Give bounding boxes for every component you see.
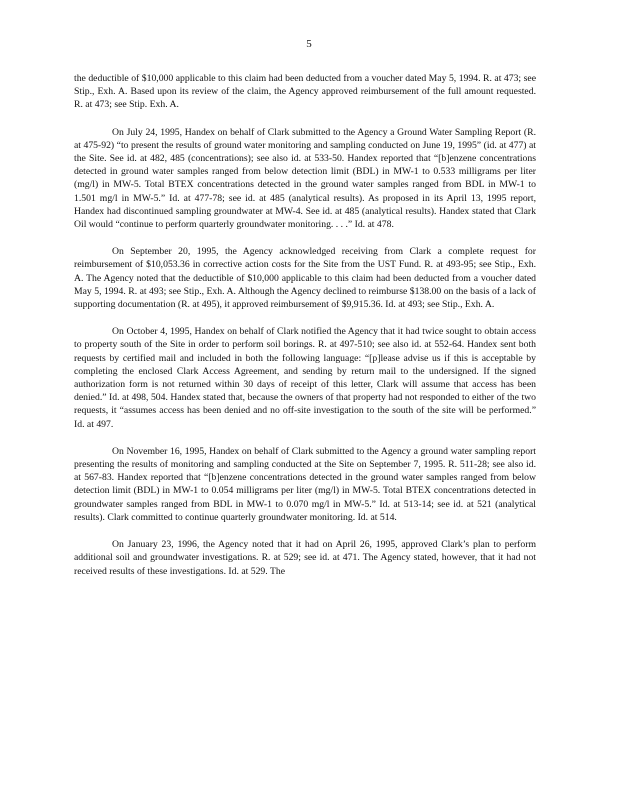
paragraph-november-1995: On November 16, 1995, Handex on behalf of Clark submitted to the Agency a ground water sampling report presenting the results of monitoring and sampling conducted at the Site on September 7, 1995. R. 511-28; see also id. at 567-83. Handex reported that “[b]enzene concentrations detected in the ground water samples ranged from below detection limit (BDL) in MW-1 to 0.054 milligrams per liter (mg/l) in MW-5. Total BTEX concentrations detected in groundwater samples ranged from BDL in MW-1 to 0.070 mg/l in MW-5.” Id. at 513-14; see id. at 521 (analytical results). Clark committed to continue quarterly groundwater monitoring. Id. at 514.	[74, 445, 536, 523]
paragraph-january-1996: On January 23, 1996, the Agency noted that it had on April 26, 1995, approved Clark’s plan to perform additional soil and groundwater investigations. R. at 529; see id. at 471. The Agency stated, however, that it had not received results of these investigations. Id. at 529. The	[74, 539, 536, 577]
paragraph-october-1995: On October 4, 1995, Handex on behalf of Clark notified the Agency that it had twice sought to obtain access to property south of the Site in order to perform soil borings. R. at 497-510; see also id. at 552-64. Handex sent both requests by certified mail and included in both the following language: “[p]lease advise us if this is acceptable by completing the enclosed Clark Access Agreement, and sending by return mail to the undersigned. If the signed authorization form is not returned within 30 days of receipt of this letter, Clark will assume that access has been denied.” Id. at 498, 504. Handex stated that, because the owners of that property had not responded to either of the two requests, it “assumes access has been denied and no off-site investigation to the south of the site will be performed.” Id. at 497.	[74, 326, 536, 430]
paragraph-july-1995: On July 24, 1995, Handex on behalf of Clark submitted to the Agency a Ground Water Sampling Report (R. at 475-92) “to present the results of ground water monitoring and sampling conducted on June 19, 1995” (id. at 477) at the Site. See id. at 482, 485 (concentrations); see also id. at 533-50. Handex reported that “[b]enzene concentrations detected in ground water samples ranged from below detection limit (BDL) in MW-1 to 0.533 milligrams per liter (mg/l) in MW-5. Total BTEX concentrations detected in the ground water samples ranged from BDL in MW-1 to 1.501 mg/l in MW-5.” Id. at 477-78; see id. at 485 (analytical results). As proposed in its April 13, 1995 report, Handex had discontinued sampling groundwater at MW-4. See id. at 485 (analytical results). Handex stated that Clark Oil would “continue to perform quarterly groundwater monitoring. . . .” Id. at 478.	[74, 126, 536, 231]
document-body	[74, 72, 536, 578]
page-number: 5	[306, 38, 312, 50]
paragraph-september-1995: On September 20, 1995, the Agency acknowledged receiving from Clark a complete request for reimbursement of $10,053.36 in corrective action costs for the Site from the UST Fund. R. at 493-95; see Stip., Exh. A. The Agency noted that the deductible of $10,000 applicable to this claim had been deducted from a voucher dated May 5, 1994. R. at 493; see Stip., Exh. A. Although the Agency declined to reimburse $138.00 on the basis of a lack of supporting documentation (R. at 495), it approved reimbursement of $9,915.36. Id. at 493; see Stip., Exh. A.	[74, 246, 536, 311]
paragraph-continuation: the deductible of $10,000 applicable to this claim had been deducted from a voucher dated May 5, 1994. R. at 473; see Stip., Exh. A. Based upon its review of the claim, the Agency approved reimbursement of the full amount requested. R. at 473; see Stip. Exh. A.	[74, 73, 536, 111]
